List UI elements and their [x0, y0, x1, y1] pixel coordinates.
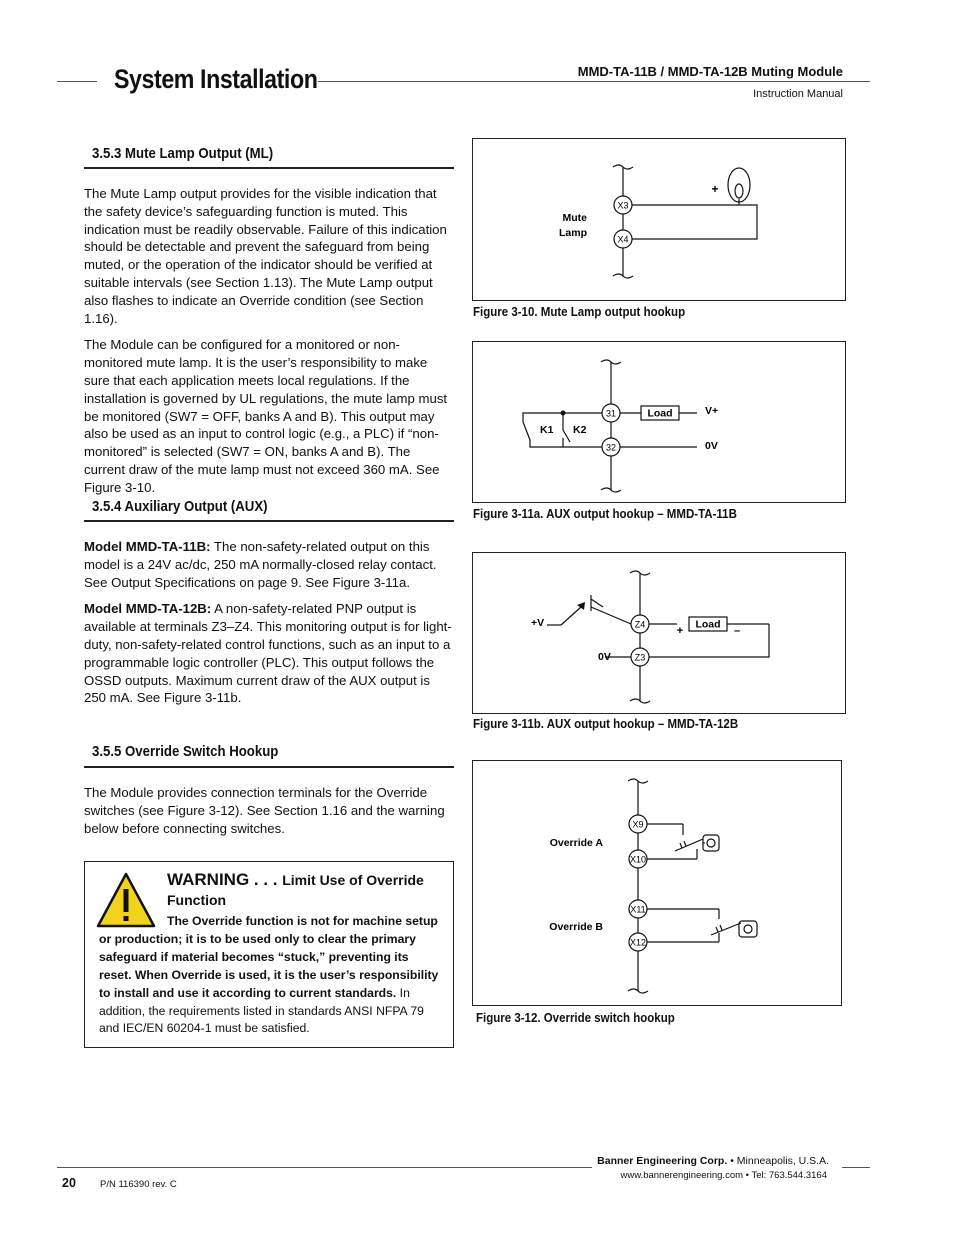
footer-rule-right	[842, 1167, 870, 1168]
load-label: Load	[695, 618, 721, 631]
paragraph-text: The non-safety-related output on this model is a 24V ac/dc, 250 mA normally-closed relay contact. See Output Specifications on page 9. See Figure 3-11a.	[84, 539, 437, 590]
terminal-label: X12	[629, 937, 647, 948]
section-rule	[84, 766, 454, 768]
aux-12b-diagram	[473, 553, 845, 713]
paragraph: The Module provides connection terminals for the Override switches (see Figure 3-12). See Section 1.16 and the warning below before connecting switches.	[84, 785, 445, 836]
paragraph: The Module can be configured for a monitored or non-monitored mute lamp. It is the user’s responsibility to make sure that each application meets local regulations. If the installation is governed by UL regulations, the mute lamp must be monitored (SW7 = OFF, banks A and B). This output may also be used as an input to control logic (e.g., a PLC) if “non-monitored” is selected (SW7 = ON, banks A and B). The current draw of the mute lamp must not exceed 360 mA. See Figure 3-10.	[84, 337, 448, 495]
mute-label: Mute	[562, 212, 587, 224]
figure-caption: Figure 3-12. Override switch hookup	[476, 1011, 675, 1025]
warning-normal-text: In addition, the requirements listed in standards ANSI NFPA 79 and IEC/EN 60204-1 must be satisfied.	[99, 985, 424, 1036]
vplus-label: +V	[531, 617, 545, 629]
terminal-label: X9	[632, 819, 644, 830]
header-rule-left	[57, 81, 97, 82]
section-rule	[84, 167, 454, 169]
k1-label: K1	[540, 424, 554, 436]
mute-lamp-body	[84, 185, 454, 506]
minus-sign: –	[733, 625, 741, 637]
section-heading-aux: 3.5.4 Auxiliary Output (AUX)	[92, 498, 268, 515]
header-model: MMD-TA-11B / MMD-TA-12B Muting Module	[577, 64, 843, 79]
figure-3-12	[472, 760, 842, 1006]
zero-volt-label: 0V	[598, 651, 611, 663]
warning-text	[99, 913, 444, 1038]
warning-bold-text: The Override function is not for machine setup or production; it is to be used only to clear the primary safeguard if material becomes “stuck,” preventing its reset. When Override is used, it is the user’s responsibility to install and use it according to current standards.	[99, 914, 439, 1000]
zero-volt-label: 0V	[705, 440, 718, 452]
terminal-label: Z4	[634, 619, 646, 630]
warning-subtitle: Limit Use of Override	[282, 872, 424, 888]
company-name: Banner Engineering Corp.	[597, 1155, 728, 1167]
figure-3-11a	[472, 341, 846, 503]
footer-rule-left	[57, 1167, 592, 1168]
terminal-label: 31	[605, 408, 617, 419]
terminal-label: 32	[605, 442, 617, 453]
figure-caption: Figure 3-11a. AUX output hookup – MMD-TA-11B	[473, 507, 737, 521]
figure-caption: Figure 3-11b. AUX output hookup – MMD-TA-12B	[473, 717, 739, 731]
warning-subtitle-2: Function	[167, 892, 227, 908]
terminal-label: X11	[630, 904, 646, 915]
override-a-label: Override A	[549, 837, 603, 849]
override-b-label: Override B	[549, 921, 603, 933]
section-heading-override: 3.5.5 Override Switch Hookup	[92, 743, 279, 760]
plus-sign: +	[711, 182, 719, 196]
section-heading-mute-lamp: 3.5.3 Mute Lamp Output (ML)	[92, 145, 274, 162]
warning-box	[84, 861, 454, 1048]
lamp-label: Lamp	[558, 227, 587, 239]
model-label: Model MMD-TA-11B:	[84, 539, 211, 554]
mute-lamp-diagram	[473, 139, 845, 300]
page-number: 20	[62, 1176, 76, 1190]
load-label: Load	[647, 407, 673, 420]
paragraph: The Mute Lamp output provides for the visible indication that the safety device’s safeguarding function is muted. This indication must be readily observable. Failure of this indication should be detectable and prevent the safeguard from being muted, or the operation of the indicator should be verified at suitable intervals (see Section 1.13). The Mute Lamp output also flashes to indicate an Override condition (see Section 1.16).	[84, 186, 447, 326]
aux-11b-diagram	[473, 342, 845, 502]
figure-3-11b	[472, 552, 846, 714]
paragraph	[84, 600, 454, 707]
terminal-label: X4	[617, 234, 629, 245]
contact-line: www.bannerengineering.com • Tel: 763.544.3164	[620, 1170, 827, 1181]
company-location: • Minneapolis, U.S.A.	[727, 1155, 829, 1167]
part-number: P/N 116390 rev. C	[100, 1179, 177, 1190]
k2-label: K2	[573, 424, 587, 436]
section-rule	[84, 520, 454, 522]
plus-sign: +	[676, 625, 684, 637]
figure-caption: Figure 3-10. Mute Lamp output hookup	[473, 305, 686, 319]
page-title: System Installation	[114, 64, 318, 94]
header-manual: Instruction Manual	[753, 88, 843, 100]
warning-title	[167, 870, 447, 910]
vplus-label: V+	[705, 405, 719, 417]
aux-body	[84, 538, 454, 716]
override-diagram	[473, 761, 841, 1005]
override-body	[84, 784, 454, 846]
terminal-label: X3	[617, 200, 629, 211]
paragraph	[84, 538, 454, 591]
paragraph-text: A non-safety-related PNP output is available at terminals Z3–Z4. This monitoring output is for light-duty, non-safety-related control functions, such as an input to a programmable logic controller (PLC). This output follows the OSSD outputs. Maximum current draw of the AUX output is 250 mA. See Figure 3-11b.	[84, 601, 452, 706]
figure-3-10	[472, 138, 846, 301]
warning-label: WARNING . . .	[167, 870, 278, 889]
company-line	[597, 1155, 829, 1167]
terminal-label: Z3	[634, 652, 646, 663]
header-rule-right	[318, 81, 870, 82]
model-label: Model MMD-TA-12B:	[84, 601, 212, 617]
terminal-label: X10	[629, 854, 647, 865]
